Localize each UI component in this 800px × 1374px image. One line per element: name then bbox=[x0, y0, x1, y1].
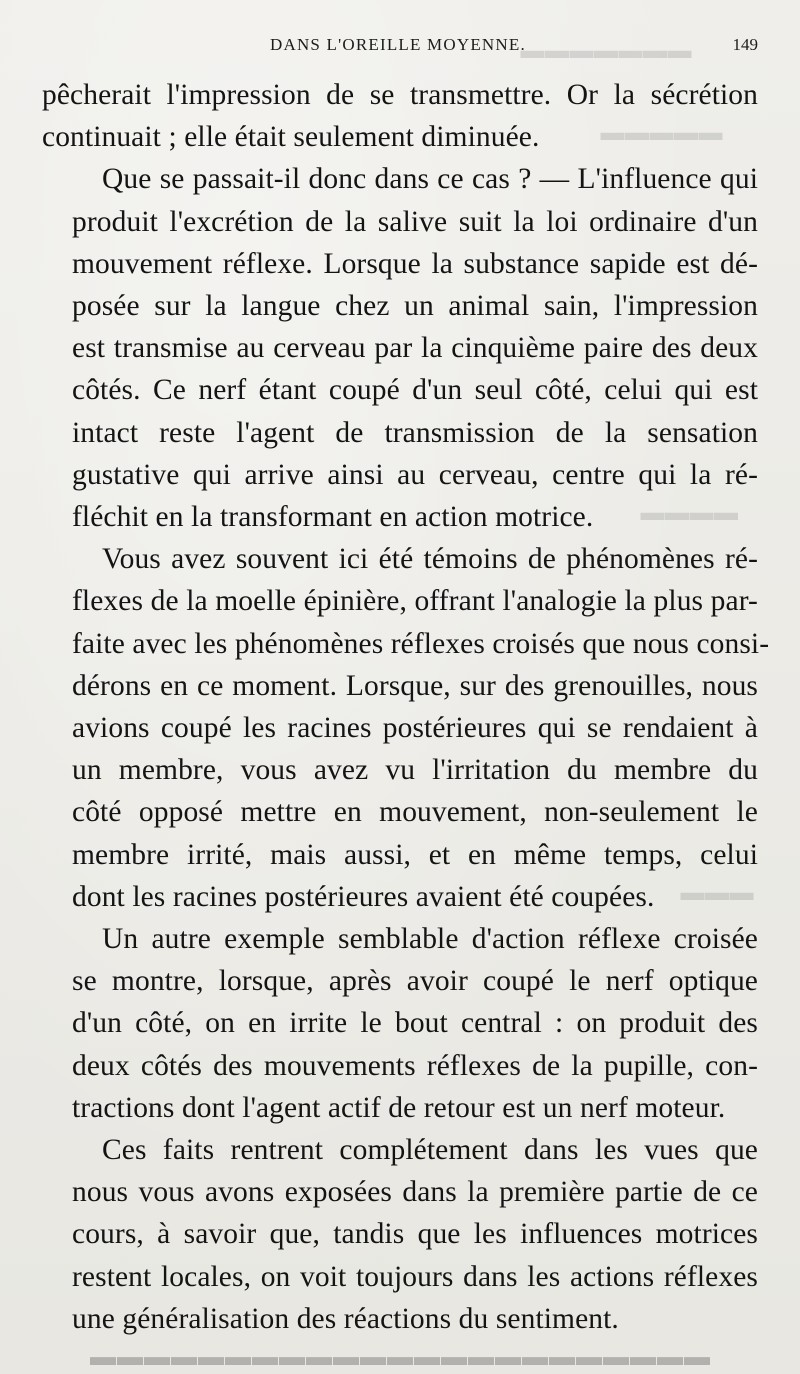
text-line: fléchit en la transformant en action motrice. bbox=[72, 501, 594, 534]
paragraph bbox=[42, 918, 758, 1129]
text-line: restent locales, on voit toujours dans les actions réflexes bbox=[72, 1260, 758, 1293]
paragraph bbox=[42, 538, 770, 918]
text-line: mouvement réflexe. Lorsque la substance sapide est dé- bbox=[72, 247, 758, 280]
text-line: tractions dont l'agent actif de retour est un nerf moteur. bbox=[72, 1091, 726, 1124]
paragraph bbox=[42, 74, 758, 158]
body-text bbox=[42, 74, 770, 1340]
text-line: dont les racines postérieures avaient été coupées. bbox=[72, 880, 655, 913]
paragraph bbox=[42, 158, 758, 538]
text-line: se montre, lorsque, après avoir coupé le nerf optique bbox=[72, 965, 758, 998]
show-through-texture: ▬▬▬▬ bbox=[640, 500, 738, 526]
text-line: avions coupé les racines postérieures qui se rendaient à bbox=[72, 712, 758, 745]
text-line: faite avec les phénomènes réflexes croisés que nous consi- bbox=[72, 627, 770, 660]
text-line: deux côtés des mouvements réflexes de la pupille, con- bbox=[72, 1049, 758, 1082]
running-head bbox=[0, 35, 800, 61]
text-line: est transmise au cerveau par la cinquième paire des deux bbox=[72, 332, 758, 365]
text-line: une généralisation des réactions du sentiment. bbox=[72, 1302, 619, 1335]
text-line: Vous avez souvent ici été témoins de phénomènes ré- bbox=[102, 543, 758, 576]
text-line: membre irrité, mais aussi, et en même temps, celui bbox=[72, 838, 758, 871]
show-through-texture: ▬▬▬▬▬ bbox=[600, 120, 723, 146]
text-line: pêcherait l'impression de se transmettre. Or la sécrétion bbox=[42, 79, 758, 111]
text-line: côtés. Ce nerf étant coupé d'un seul côté, celui qui est bbox=[72, 374, 758, 407]
text-line: posée sur la langue chez un animal sain, l'impression bbox=[72, 290, 758, 323]
show-through-texture: ▬▬▬▬▬▬▬ bbox=[520, 38, 692, 64]
running-title: DANS L'OREILLE MOYENNE. bbox=[270, 35, 526, 54]
text-line: côté opposé mettre en mouvement, non-seulement le bbox=[72, 796, 758, 829]
text-line: dérons en ce moment. Lorsque, sur des grenouilles, nous bbox=[72, 669, 758, 702]
text-line: nous vous avons exposées dans la première partie de ce bbox=[72, 1176, 758, 1209]
text-line: cours, à savoir que, tandis que les influences motrices bbox=[72, 1218, 758, 1251]
text-line: Un autre exemple semblable d'action réflexe croisée bbox=[102, 923, 758, 956]
text-line: Ces faits rentrent complétement dans les vues que bbox=[102, 1134, 758, 1167]
page-number: 149 bbox=[732, 35, 758, 54]
text-line: produit l'excrétion de la salive suit la loi ordinaire d'un bbox=[72, 205, 758, 238]
show-through-texture: ▬▬▬ bbox=[680, 880, 754, 906]
text-line: Que se passait-il donc dans ce cas ? — L'influence qui bbox=[102, 163, 758, 196]
text-line: d'un côté, on en irrite le bout central : on produit des bbox=[72, 1007, 758, 1040]
text-line: flexes de la moelle épinière, offrant l'analogie la plus par- bbox=[72, 585, 758, 618]
text-line: un membre, vous avez vu l'irritation du membre du bbox=[72, 754, 758, 787]
text-line: intact reste l'agent de transmission de la sensation bbox=[72, 416, 758, 449]
text-line: continuait ; elle était seulement diminuée. bbox=[42, 121, 540, 154]
text-line: gustative qui arrive ainsi au cerveau, centre qui la ré- bbox=[72, 458, 758, 491]
paragraph bbox=[42, 1129, 758, 1340]
show-through-texture: ▬▬▬▬▬▬▬▬▬▬▬▬▬▬▬▬▬▬▬▬▬▬▬ bbox=[90, 1342, 711, 1371]
